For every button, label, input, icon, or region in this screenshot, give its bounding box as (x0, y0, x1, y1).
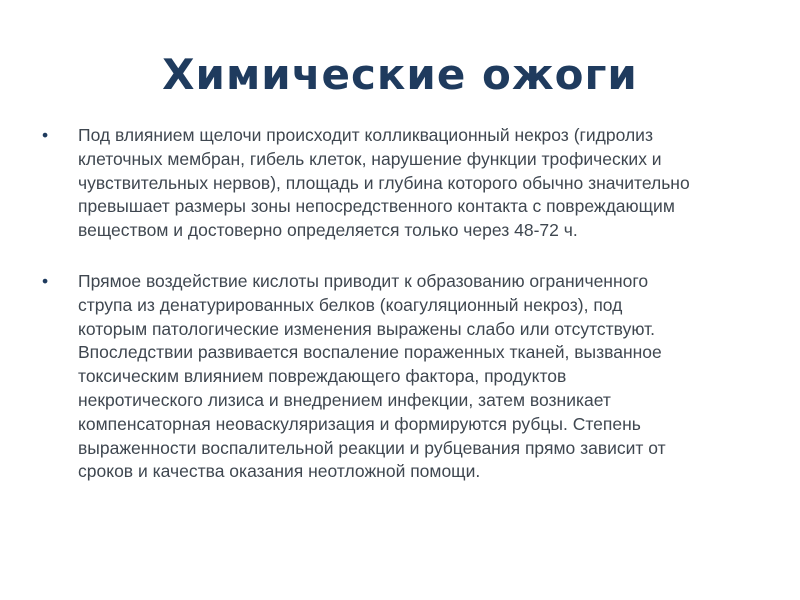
slide-title: Химические ожоги (162, 50, 638, 99)
bullet-list (42, 124, 692, 484)
bullet-text: Прямое воздействие кислоты приводит к образованию ограниченного струпа из денатурированных белков (коагуляционный некроз), под которым патологические изменения выражены слабо или отсутствуют. Впоследствии развивается воспаление пораженных тканей, вызванное токсическим влиянием повреждающего фактора, продуктов некротического лизиса и внедрением инфекции, затем возникает компенсаторная неоваскуляризация и формируются рубцы. Степень выраженности воспалительной реакции и рубцевания прямо зависит от сроков и качества оказания неотложной помощи. (78, 270, 666, 482)
bullet-item-alkali (42, 124, 692, 243)
bullet-icon: • (42, 125, 49, 145)
bullet-icon: • (42, 270, 49, 291)
bullet-text: Под влиянием щелочи происходит колликвационный некроз (гидролиз клеточных мембран, гибель клеток, нарушение функции трофических и чувствительных нервов), площадь и глубина которого обычно значительно превышает размеры зоны непосредственного контакта с повреждающим веществом и достоверно определяется только через 48-72 ч. (78, 125, 690, 241)
bullet-item-acid (42, 270, 692, 484)
